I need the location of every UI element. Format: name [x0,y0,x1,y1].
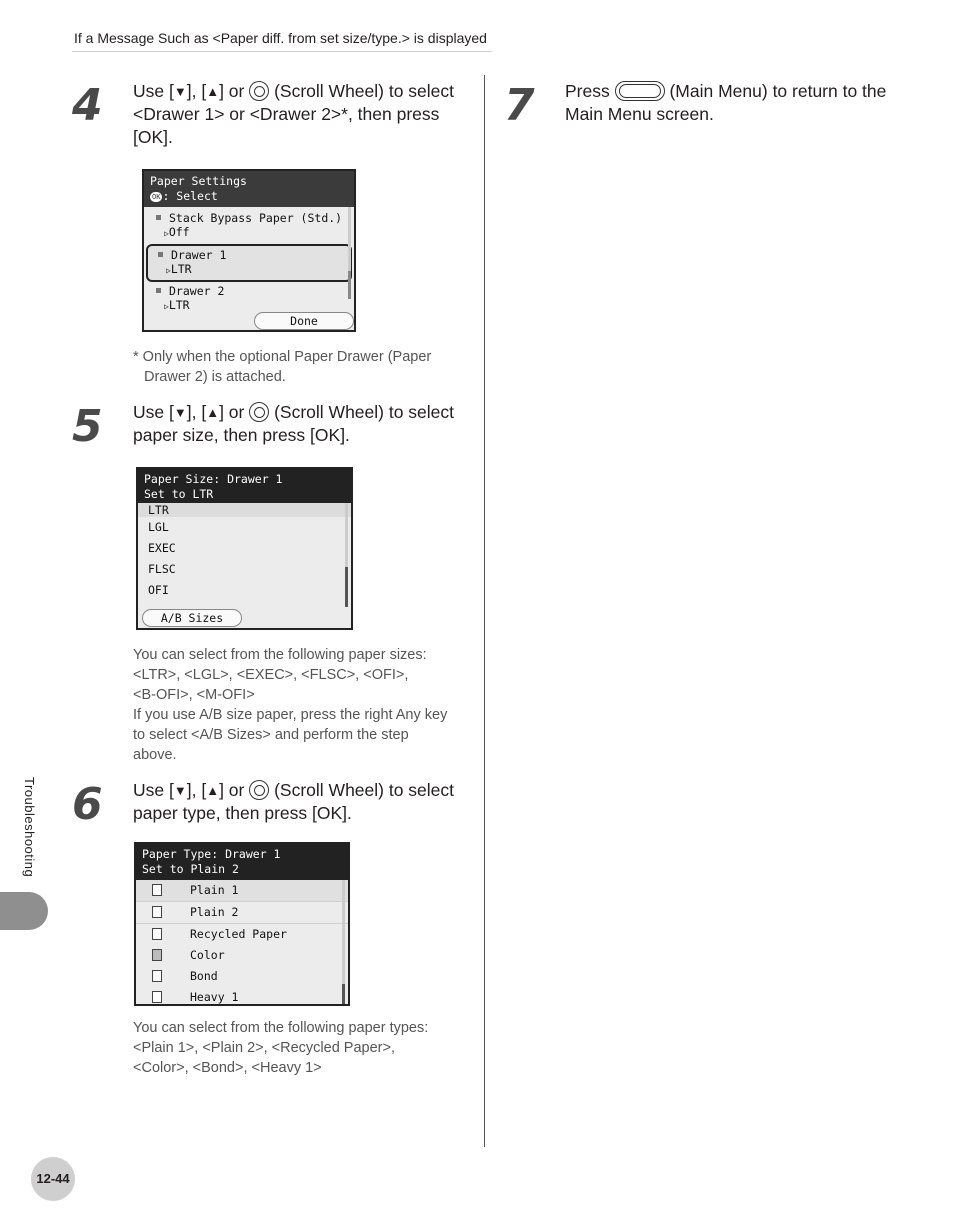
screen-subtitle: Set to Plain 2 [142,862,239,876]
recycled-paper-icon [152,928,162,940]
screen-subtitle: Set to LTR [144,487,214,501]
step-7-instruction [565,80,910,126]
screen-title: Paper Size: Drawer 1 [144,472,283,486]
type-item-plain-1[interactable]: Plain 1 [136,880,348,902]
screen-title-bar [136,844,348,880]
up-arrow-icon: ▲ [206,84,220,99]
page-number: 12-44 [31,1157,75,1201]
paper-settings-screen [142,169,356,332]
step-6-number: 6 [72,779,103,830]
up-arrow-icon: ▲ [206,405,220,420]
step-5-line-1: Use [▼], [▲] or (Scroll Wheel) to select [133,402,455,422]
step-4-footnote: * Only when the optional Paper Drawer (Paper Drawer 2) is attached. [133,349,432,385]
bond-paper-icon [152,970,162,982]
step-6-instruction [133,779,473,825]
step-4-line-2: <Drawer 1> or <Drawer 2>*, then press [133,104,440,124]
up-arrow-icon: ▲ [206,783,220,798]
down-arrow-icon: ▼ [173,84,187,99]
step-5-note: You can select from the following paper sizes: <LTR>, <LGL>, <EXEC>, <FLSC>, <OFI>, <B-OFI>, <M-OFI> If you use A/B size paper, press the right Any key to select <A/B Sizes> and perform the step above. [133,647,448,763]
column-divider [484,75,485,1147]
chapter-label: Troubleshooting [22,777,37,878]
screen-title: Paper Settings [150,174,247,188]
menu-item-drawer-2[interactable]: Drawer 2 ▷LTR [144,282,354,314]
bullet-icon [156,288,161,293]
type-item-color[interactable]: Color [136,945,348,966]
size-item-flsc[interactable]: FLSC [148,562,176,576]
step-7-line-2: Main Menu screen. [565,104,714,124]
scrollbar[interactable] [342,984,345,1004]
size-item-lgl[interactable]: LGL [148,520,169,534]
type-item-bond[interactable]: Bond [136,966,348,987]
down-arrow-icon: ▼ [173,783,187,798]
step-4-line-1: Use [▼], [▲] or (Scroll Wheel) to select [133,81,455,101]
scroll-wheel-icon [249,402,269,422]
color-paper-icon [152,949,162,961]
page-header: If a Message Such as <Paper diff. from set size/type.> is displayed [74,30,487,46]
screen-subtitle: OK : Select [152,189,218,203]
step-6-line-1: Use [▼], [▲] or (Scroll Wheel) to select [133,780,455,800]
paper-icon [152,884,162,896]
screen-title-bar [138,469,351,505]
step-6-line-2: paper type, then press [OK]. [133,803,352,823]
bullet-icon [156,215,161,220]
step-5-number: 5 [72,401,103,452]
arrow-icon: ▷ [166,266,171,275]
step-7-number: 7 [504,80,535,131]
arrow-icon: ▷ [164,302,169,311]
paper-size-screen [136,467,353,630]
chapter-tab [0,892,48,930]
ab-sizes-button[interactable]: A/B Sizes [142,609,242,627]
screen-title-bar [144,171,354,207]
type-item-plain-2[interactable]: Plain 2 [136,902,348,924]
size-item-ltr[interactable]: LTR [138,503,351,517]
menu-item-drawer-1[interactable]: Drawer 1 ▷LTR [146,244,352,282]
scroll-wheel-icon [249,780,269,800]
step-6-note: You can select from the following paper types: <Plain 1>, <Plain 2>, <Recycled Paper>, <Color>, <Bond>, <Heavy 1> [133,1020,429,1076]
arrow-icon: ▷ [164,229,169,238]
scrollbar[interactable] [348,271,351,299]
main-menu-key-icon [615,81,665,101]
header-rule [72,51,492,52]
size-item-exec[interactable]: EXEC [148,541,176,555]
menu-item-stack-bypass[interactable]: Stack Bypass Paper (Std.) ▷Off [144,207,354,241]
heavy-paper-icon [152,991,162,1003]
paper-type-screen [134,842,350,1006]
type-item-recycled[interactable]: Recycled Paper [136,924,348,945]
type-item-heavy-1[interactable]: Heavy 1 [136,987,348,1006]
done-button[interactable]: Done [254,312,354,330]
step-5-instruction [133,401,473,447]
bullet-icon [158,252,163,257]
size-item-ofi[interactable]: OFI [148,583,169,597]
step-7-line-1: Press (Main Menu) to return to the [565,81,887,101]
step-4-number: 4 [72,80,103,131]
ok-icon: OK [152,193,161,201]
step-5-line-2: paper size, then press [OK]. [133,425,350,445]
paper-icon [152,906,162,918]
screen-title: Paper Type: Drawer 1 [142,847,281,861]
step-4-instruction [133,80,473,149]
step-4-line-3: [OK]. [133,127,173,147]
scroll-wheel-icon [249,81,269,101]
down-arrow-icon: ▼ [173,405,187,420]
scrollbar[interactable] [345,567,348,607]
